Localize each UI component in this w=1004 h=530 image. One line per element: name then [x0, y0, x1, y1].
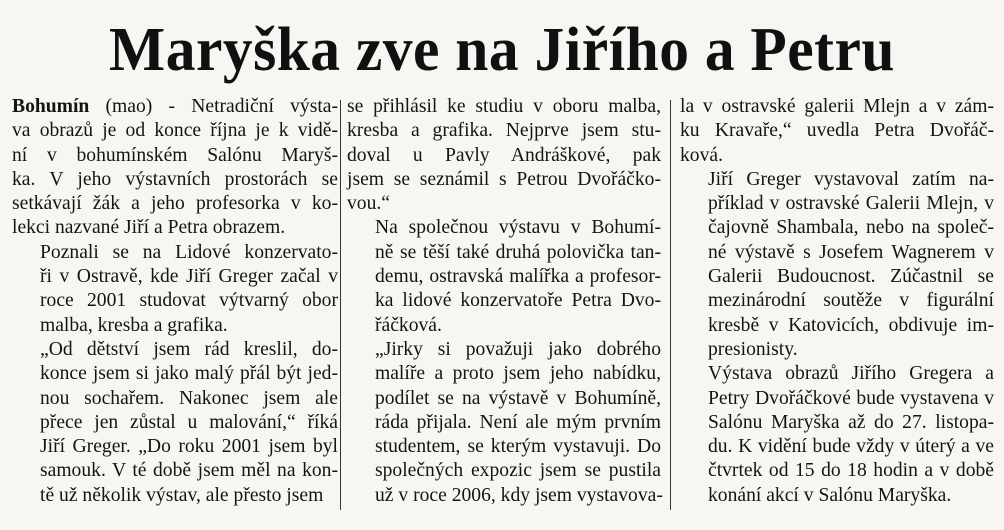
text-line [680, 144, 994, 168]
article-column-3 [680, 95, 994, 508]
text-line-content: lekci nazvané Jiří a Petra obrazem. [12, 217, 286, 239]
text-line [347, 168, 661, 192]
text-line-content: ka. V jeho výstavních prostorách se [12, 168, 338, 190]
text-line [12, 338, 338, 362]
paragraph [680, 362, 994, 508]
text-line [12, 95, 338, 119]
paragraph [347, 338, 661, 508]
paragraph [680, 168, 994, 362]
text-line [12, 192, 338, 216]
text-line-content: konání akcí v Salónu Maryška. [708, 484, 952, 506]
text-line-content: Jiří Greger vystavoval zatím na- [708, 168, 994, 190]
text-line-content: la v ostravské galerii Mlejn a v zám- [680, 96, 994, 117]
text-line-content: Poznali se na Lidové konzervato- [40, 241, 338, 263]
text-line [680, 338, 994, 362]
text-line [12, 144, 338, 168]
paragraph [12, 95, 338, 241]
text-line [12, 168, 338, 192]
text-line-content: řáčková. [375, 314, 442, 336]
text-line [680, 289, 994, 313]
text-line-content: čajovně Shambala, nebo na společ- [708, 217, 994, 239]
text-line [347, 95, 661, 119]
column-divider [670, 100, 671, 510]
text-line [680, 459, 994, 483]
text-line-content: přece jen zůstal u malování,“ říká [40, 411, 338, 433]
text-line [680, 362, 994, 386]
text-line [347, 314, 661, 338]
text-line-content: jsem se seznámil s Petrou Dvořáčko- [347, 168, 661, 190]
text-line-content: podílet se na výstavě v Bohumíně, [375, 387, 661, 409]
text-line-content: ní v bohumínském Salónu Maryš- [12, 144, 338, 166]
text-line [347, 411, 661, 435]
dateline-place: Bohumín [12, 96, 90, 117]
text-line-content: presionisty. [708, 338, 798, 360]
article-column-1 [12, 95, 338, 508]
text-line [680, 435, 994, 459]
text-line [12, 459, 338, 483]
text-line-content: setkávají žák a jeho profesorka v ko- [12, 193, 338, 215]
text-line [12, 216, 338, 240]
text-line-content: „Od dětství jsem rád kreslil, do- [40, 338, 338, 360]
text-line [12, 314, 338, 338]
text-line-content: příklad v ostravské Galerii Mlejn, v [708, 193, 994, 215]
article-column-2 [347, 95, 661, 508]
text-line [347, 241, 661, 265]
text-line-content: doval u Pavly Andráškové, pak [347, 144, 661, 166]
paragraph [347, 95, 661, 216]
text-line [347, 216, 661, 240]
text-line [347, 484, 661, 508]
text-line-content: Petry Dvořáčkové bude vystavena v [708, 387, 994, 409]
headline: Maryška zve na Jiřího a Petru [109, 16, 895, 84]
text-line [680, 95, 994, 119]
text-line-content: Jiří Greger. „Do roku 2001 jsem byl [40, 436, 338, 458]
column-divider [340, 100, 341, 510]
text-line [680, 387, 994, 411]
text-line [680, 411, 994, 435]
text-line [12, 387, 338, 411]
text-line-content: ři v Ostravě, kde Jiří Greger začal v [40, 266, 338, 288]
text-line-content: mezinárodní soutěže v figurální [708, 290, 994, 312]
text-line-content: (mao) - Netradiční výsta- [89, 96, 338, 117]
text-line-content: malíře a proto jsem jeho nabídku, [375, 363, 661, 385]
text-line-content: čtvrtek od 15 do 18 hodin a v době [708, 460, 994, 482]
text-line-content: va obrazů je od konce října je k vidě- [12, 120, 338, 142]
paragraph [680, 95, 994, 168]
text-line [12, 119, 338, 143]
text-line-content: se přihlásil ke studiu v oboru malba, [347, 96, 661, 117]
text-line-content: Výstava obrazů Jiřího Gregera a [708, 363, 994, 385]
text-line-content: samouk. V té době jsem měl na kon- [40, 460, 338, 482]
text-line-content: studentem, se kterým vystavuji. Do [375, 436, 661, 458]
paragraph [12, 338, 338, 508]
text-line-content: kresba a grafika. Nejprve jsem stu- [347, 120, 661, 142]
text-line [680, 216, 994, 240]
text-line [347, 192, 661, 216]
text-line-content: nou sochařem. Nakonec jsem ale [40, 387, 338, 409]
text-line [680, 241, 994, 265]
text-line-content: demu, ostravská malířka a profesor- [375, 266, 661, 288]
text-line [347, 289, 661, 313]
text-line [347, 435, 661, 459]
text-line-content: ráda přijala. Není ale mým prvním [375, 411, 661, 433]
text-line-content: Galerii Budoucnost. Zúčastnil se [708, 266, 994, 288]
text-line [12, 435, 338, 459]
text-line-content: ku Kravaře,“ uvedla Petra Dvořáč- [680, 120, 994, 142]
text-line [12, 484, 338, 508]
text-line [347, 144, 661, 168]
text-line [12, 265, 338, 289]
paragraph [12, 241, 338, 338]
text-line [680, 168, 994, 192]
text-line-content: ka lidové konzervatoře Petra Dvo- [375, 290, 661, 312]
text-line [680, 265, 994, 289]
text-line-content: Na společnou výstavu v Bohumí- [375, 217, 661, 239]
text-line-content: tě už několik výstav, ale přesto jsem [40, 484, 324, 506]
text-line [12, 289, 338, 313]
text-line-content: kresbě v Katovicích, obdivuje im- [708, 314, 994, 336]
text-line-content: už v roce 2006, kdy jsem vystavova- [375, 484, 663, 506]
text-line [347, 338, 661, 362]
text-line-content: společných expozic jsem se pustila [375, 460, 661, 482]
text-line [12, 362, 338, 386]
text-line [347, 459, 661, 483]
text-line-content: Salónu Maryška až do 27. listopa- [708, 411, 994, 433]
text-line-content: du. K vidění bude vždy v úterý a ve [708, 436, 994, 458]
text-line [680, 192, 994, 216]
text-line-content: konce jsem si jako malý přál být jed- [40, 363, 338, 385]
text-line [347, 362, 661, 386]
text-line [12, 241, 338, 265]
text-line [12, 411, 338, 435]
text-line-content: malba, kresba a grafika. [40, 314, 228, 336]
text-line-content: né výstavě s Josefem Wagnerem v [708, 241, 994, 263]
text-line-content: roce 2001 studovat výtvarný obor [40, 290, 338, 312]
text-line-content: „Jirky si považuji jako dobrého [375, 338, 661, 360]
text-line [347, 119, 661, 143]
text-line-content: ková. [680, 144, 723, 166]
text-line [680, 119, 994, 143]
text-line-content: vou.“ [347, 193, 390, 215]
paragraph [347, 216, 661, 337]
text-line-content: ně se těší také druhá polovička tan- [375, 241, 661, 263]
text-line [347, 387, 661, 411]
text-line [347, 265, 661, 289]
text-line [680, 314, 994, 338]
text-line [680, 484, 994, 508]
